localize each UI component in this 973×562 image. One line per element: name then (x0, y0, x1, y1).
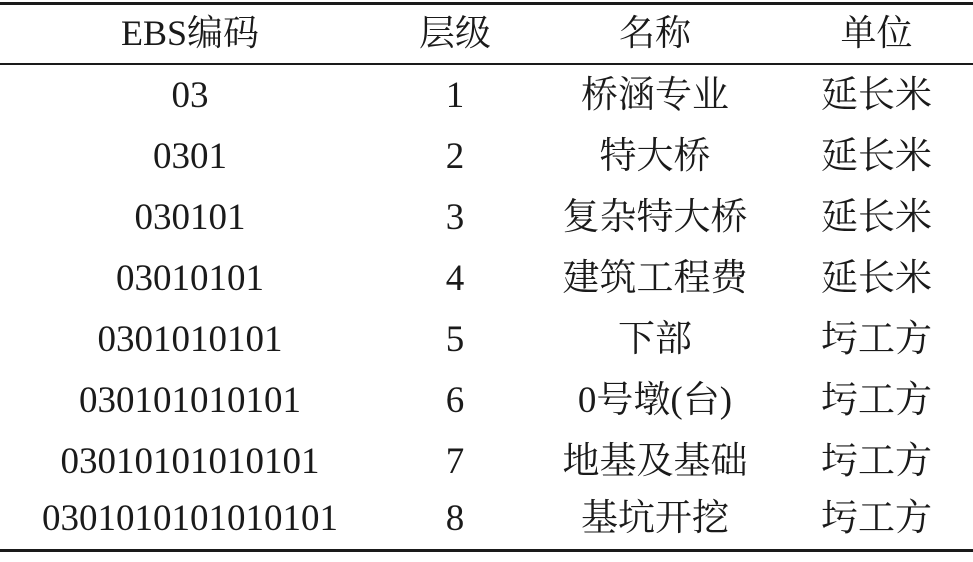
table-row (0, 126, 973, 187)
cell-code: 030101 (134, 197, 246, 238)
cell-unit: 延长米 (821, 136, 932, 177)
cell-level: 5 (445, 319, 465, 360)
cell-name: 基坑开挖 (581, 498, 729, 539)
cell-unit: 延长米 (821, 75, 932, 116)
cell-code: 0301010101010101 (42, 498, 338, 539)
cell-name: 建筑工程费 (562, 258, 748, 299)
cell-level: 8 (445, 498, 465, 539)
cell-level: 1 (445, 75, 465, 116)
cell-level: 7 (445, 441, 465, 482)
cell-code: 03010101010101 (60, 441, 320, 482)
cell-code: 03010101 (116, 258, 264, 299)
header-code: EBS编码 (120, 13, 260, 53)
cell-unit: 圬工方 (821, 319, 932, 360)
cell-code: 0301010101 (97, 319, 283, 360)
table-row (0, 309, 973, 370)
cell-name: 下部 (618, 319, 692, 360)
table-row (0, 370, 973, 431)
cell-unit: 圬工方 (821, 380, 932, 421)
cell-level: 4 (445, 258, 465, 299)
cell-level: 6 (445, 380, 465, 421)
cell-name: 地基及基础 (562, 441, 748, 482)
cell-unit: 延长米 (821, 197, 932, 238)
cell-name: 复杂特大桥 (562, 197, 748, 238)
table-header-row (0, 3, 973, 64)
table-row (0, 488, 973, 549)
cell-name: 特大桥 (599, 136, 711, 177)
cell-code: 030101010101 (79, 380, 301, 421)
cell-unit: 圬工方 (821, 498, 932, 539)
table-row (0, 187, 973, 248)
header-level: 层级 (418, 13, 491, 53)
cell-code: 0301 (153, 136, 227, 177)
table-row (0, 248, 973, 309)
table-row (0, 65, 973, 126)
header-name: 名称 (618, 13, 691, 53)
cell-unit: 延长米 (821, 258, 932, 299)
header-unit: 单位 (840, 13, 913, 53)
cell-name: 桥涵专业 (581, 75, 729, 116)
cell-unit: 圬工方 (821, 441, 932, 482)
cell-code: 03 (171, 75, 209, 116)
cell-level: 3 (445, 197, 465, 238)
table-bottom-rule (0, 549, 973, 552)
cell-name: 0号墩(台) (577, 380, 733, 421)
table-row (0, 431, 973, 492)
cell-level: 2 (445, 136, 465, 177)
